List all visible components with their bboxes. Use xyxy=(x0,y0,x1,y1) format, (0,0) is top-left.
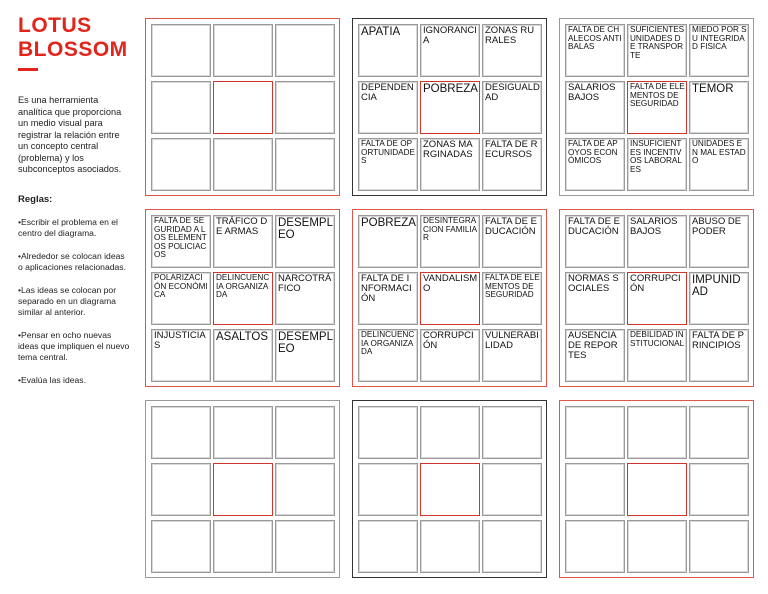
cell-text xyxy=(421,521,479,522)
cell-text: ZONAS RURALES xyxy=(485,25,535,46)
idea-cell xyxy=(358,138,418,191)
cell-text: DELINCUENCIA ORGANIZADA xyxy=(216,273,270,300)
cell-text: DEPENDENCIA xyxy=(361,82,414,103)
idea-cell xyxy=(689,81,749,134)
lotus-block-4 xyxy=(145,209,340,387)
cell-text: ABUSO DE PODER xyxy=(692,216,742,237)
cell-text xyxy=(690,521,748,522)
idea-cell xyxy=(482,24,542,77)
cell-text xyxy=(152,407,210,408)
idea-cell xyxy=(565,215,625,268)
rule-1: •Escribir el problema en el centro del diagrama. xyxy=(18,216,118,238)
cell-text xyxy=(359,407,417,408)
lotus-block-7 xyxy=(145,400,340,578)
cell-text xyxy=(566,407,624,408)
cell-text xyxy=(421,464,479,465)
idea-cell xyxy=(420,24,480,77)
cell-text: FALTA DE EDUCACIÓN xyxy=(485,216,537,237)
cell-text xyxy=(152,25,210,26)
cell-text: DESINTEGRACION FAMILIAR xyxy=(423,216,478,243)
cell-text: DEBILIDAD INSTITUCIONAL xyxy=(630,330,685,348)
cell-text: AUSENCIA DE REPORTES xyxy=(568,330,618,361)
cell-text xyxy=(276,521,334,522)
idea-cell xyxy=(213,215,273,268)
idea-cell xyxy=(275,24,335,77)
idea-cell xyxy=(275,329,335,382)
idea-cell xyxy=(358,81,418,134)
cell-text: FALTA DE SEGURIDAD A LOS ELEMENTOS POLICIACOS xyxy=(154,216,207,260)
idea-cell xyxy=(358,406,418,459)
idea-cell xyxy=(627,24,687,77)
cell-text xyxy=(628,464,686,465)
idea-cell xyxy=(482,215,542,268)
idea-cell xyxy=(358,463,418,516)
description: Es una herramienta analítica que proporciona un medio visual para registrar la relación entre un concepto central (problema) y los subconceptos asociados. xyxy=(18,95,122,174)
cell-text: INSUFICIENTES INCENTIVOS LABORALES xyxy=(630,139,682,174)
cell-text: SALARIOS BAJOS xyxy=(568,82,616,103)
cell-text xyxy=(152,139,210,140)
idea-cell xyxy=(565,81,625,134)
idea-cell xyxy=(420,329,480,382)
cell-text xyxy=(421,407,479,408)
cell-text xyxy=(690,407,748,408)
cell-text: FALTA DE INFORMACIÓN xyxy=(361,273,412,304)
idea-cell xyxy=(358,329,418,382)
lotus-block-6 xyxy=(559,209,754,387)
idea-cell xyxy=(213,138,273,191)
idea-cell xyxy=(275,138,335,191)
cell-text: FALTA DE CHALECOS ANTIBALAS xyxy=(568,25,622,52)
cell-text: POBREZA xyxy=(423,83,478,95)
cell-text xyxy=(628,521,686,522)
idea-cell xyxy=(627,406,687,459)
idea-cell xyxy=(275,520,335,573)
cell-text: DESIGUALDAD xyxy=(485,82,540,103)
cell-text: ASALTOS xyxy=(216,331,268,343)
idea-cell xyxy=(275,463,335,516)
idea-cell xyxy=(482,463,542,516)
cell-text: ZONAS MARGINADAS xyxy=(423,139,473,160)
cell-text: IMPUNIDAD xyxy=(692,274,741,298)
cell-text xyxy=(690,464,748,465)
idea-cell xyxy=(358,215,418,268)
cell-text: NORMAS SOCIALES xyxy=(568,273,619,294)
cell-text xyxy=(483,464,541,465)
rule-4: •Pensar en ocho nuevas ideas que impliquen el nuevo tema central. xyxy=(18,329,130,362)
cell-text: VANDALISMO xyxy=(423,273,478,294)
cell-text: FALTA DE RECURSOS xyxy=(485,139,538,160)
idea-cell xyxy=(482,406,542,459)
center-cell xyxy=(213,272,273,325)
cell-text xyxy=(483,521,541,522)
cell-text: APATIA xyxy=(361,26,401,38)
idea-cell xyxy=(420,138,480,191)
cell-text: TRÁFICO DE ARMAS xyxy=(216,216,268,237)
rule-3: •Las ideas se colocan por separado en un diagrama similar al anterior. xyxy=(18,284,117,317)
idea-cell xyxy=(358,24,418,77)
idea-cell xyxy=(689,138,749,191)
cell-text: DELINCUENCIA ORGANIZADA xyxy=(361,330,415,357)
cell-text xyxy=(566,464,624,465)
idea-cell xyxy=(151,138,211,191)
cell-text xyxy=(276,407,334,408)
idea-cell xyxy=(565,463,625,516)
idea-cell xyxy=(213,24,273,77)
title-accent-bar xyxy=(18,68,38,71)
cell-text xyxy=(152,464,210,465)
cell-text: FALTA DE OPORTUNIDADES xyxy=(361,139,415,166)
center-cell xyxy=(627,81,687,134)
cell-text: DESEMPLEO xyxy=(278,331,333,355)
cell-text xyxy=(566,521,624,522)
cell-text: VULNERABILIDAD xyxy=(485,330,539,351)
cell-text xyxy=(359,464,417,465)
idea-cell xyxy=(565,406,625,459)
cell-text xyxy=(214,139,272,140)
idea-cell xyxy=(358,520,418,573)
idea-cell xyxy=(151,215,211,268)
cell-text: DESEMPLEO xyxy=(278,217,333,241)
idea-cell xyxy=(482,520,542,573)
idea-cell xyxy=(627,520,687,573)
cell-text: UNIDADES EN MAL ESTADO xyxy=(692,139,746,166)
idea-cell xyxy=(482,81,542,134)
idea-cell xyxy=(151,81,211,134)
idea-cell xyxy=(689,520,749,573)
idea-cell xyxy=(565,329,625,382)
cell-text: MIEDO POR SU INTEGRIDAD FISICA xyxy=(692,25,747,52)
cell-text xyxy=(276,82,334,83)
cell-text xyxy=(214,25,272,26)
idea-cell xyxy=(151,329,211,382)
idea-cell xyxy=(627,138,687,191)
center-cell xyxy=(420,81,480,134)
cell-text: POBREZA xyxy=(361,217,416,229)
idea-cell xyxy=(689,463,749,516)
idea-cell xyxy=(565,138,625,191)
title-line-1: LOTUS xyxy=(18,14,92,37)
lotus-block-9 xyxy=(559,400,754,578)
cell-text: INJUSTICIAS xyxy=(154,330,206,351)
cell-text: CORRUPCIÓN xyxy=(423,330,474,351)
idea-cell xyxy=(565,272,625,325)
lotus-block-8 xyxy=(352,400,547,578)
idea-cell xyxy=(689,329,749,382)
cell-text xyxy=(152,82,210,83)
lotus-block-5 xyxy=(352,209,547,387)
cell-text xyxy=(214,464,272,465)
idea-cell xyxy=(689,406,749,459)
center-cell xyxy=(213,463,273,516)
cell-text: POLARIZACIÓN ECONÓMICA xyxy=(154,273,208,300)
center-cell xyxy=(627,463,687,516)
idea-cell xyxy=(420,520,480,573)
idea-cell xyxy=(482,138,542,191)
cell-text xyxy=(359,521,417,522)
idea-cell xyxy=(151,520,211,573)
idea-cell xyxy=(358,272,418,325)
idea-cell xyxy=(689,272,749,325)
cell-text xyxy=(276,464,334,465)
cell-text xyxy=(276,139,334,140)
idea-cell xyxy=(151,463,211,516)
idea-cell xyxy=(275,272,335,325)
idea-cell xyxy=(482,329,542,382)
idea-cell xyxy=(689,215,749,268)
idea-cell xyxy=(627,215,687,268)
idea-cell xyxy=(213,520,273,573)
cell-text: FALTA DE PRINCIPIOS xyxy=(692,330,744,351)
idea-cell xyxy=(213,329,273,382)
cell-text xyxy=(214,82,272,83)
rules-heading: Reglas: xyxy=(18,193,53,205)
cell-text: TEMOR xyxy=(692,83,734,95)
idea-cell xyxy=(627,329,687,382)
cell-text: CORRUPCIÓN xyxy=(630,273,681,294)
title-line-2: BLOSSOM xyxy=(18,38,128,61)
idea-cell xyxy=(565,520,625,573)
cell-text xyxy=(214,521,272,522)
idea-cell xyxy=(151,24,211,77)
sidebar xyxy=(18,14,130,398)
cell-text xyxy=(276,25,334,26)
lotus-block-1 xyxy=(145,18,340,196)
rule-5: •Evalúa las ideas. xyxy=(18,374,86,385)
cell-text: FALTA DE EDUCACIÓN xyxy=(568,216,620,237)
cell-text: NARCOTRÁFICO xyxy=(278,273,332,294)
lotus-block-3 xyxy=(559,18,754,196)
idea-cell xyxy=(689,24,749,77)
idea-cell xyxy=(151,406,211,459)
rule-2: •Alrededor se colocan ideas o aplicaciones relacionadas. xyxy=(18,250,126,272)
cell-text: FALTA DE APOYOS ECONÓMICOS xyxy=(568,139,618,166)
cell-text: IGNORANCIA xyxy=(423,25,477,46)
cell-text: SUFICIENTES UNIDADES DE TRANSPORTE xyxy=(630,25,685,60)
cell-text xyxy=(483,407,541,408)
idea-cell xyxy=(420,406,480,459)
idea-cell xyxy=(275,81,335,134)
cell-text: FALTA DE ELEMENTOS DE SEGURIDAD xyxy=(485,273,540,300)
cell-text xyxy=(214,407,272,408)
center-cell xyxy=(627,272,687,325)
title xyxy=(18,14,130,62)
idea-cell xyxy=(420,215,480,268)
idea-cell xyxy=(565,24,625,77)
lotus-block-2 xyxy=(352,18,547,196)
cell-text: SALARIOS BAJOS xyxy=(630,216,678,237)
center-cell xyxy=(213,81,273,134)
idea-cell xyxy=(213,406,273,459)
idea-cell xyxy=(151,272,211,325)
idea-cell xyxy=(275,406,335,459)
cell-text xyxy=(628,407,686,408)
cell-text: FALTA DE ELEMENTOS DE SEGURIDAD xyxy=(630,82,685,109)
cell-text xyxy=(152,521,210,522)
idea-cell xyxy=(275,215,335,268)
lotus-grid xyxy=(145,18,755,578)
idea-cell xyxy=(482,272,542,325)
center-cell xyxy=(420,463,480,516)
center-cell xyxy=(420,272,480,325)
